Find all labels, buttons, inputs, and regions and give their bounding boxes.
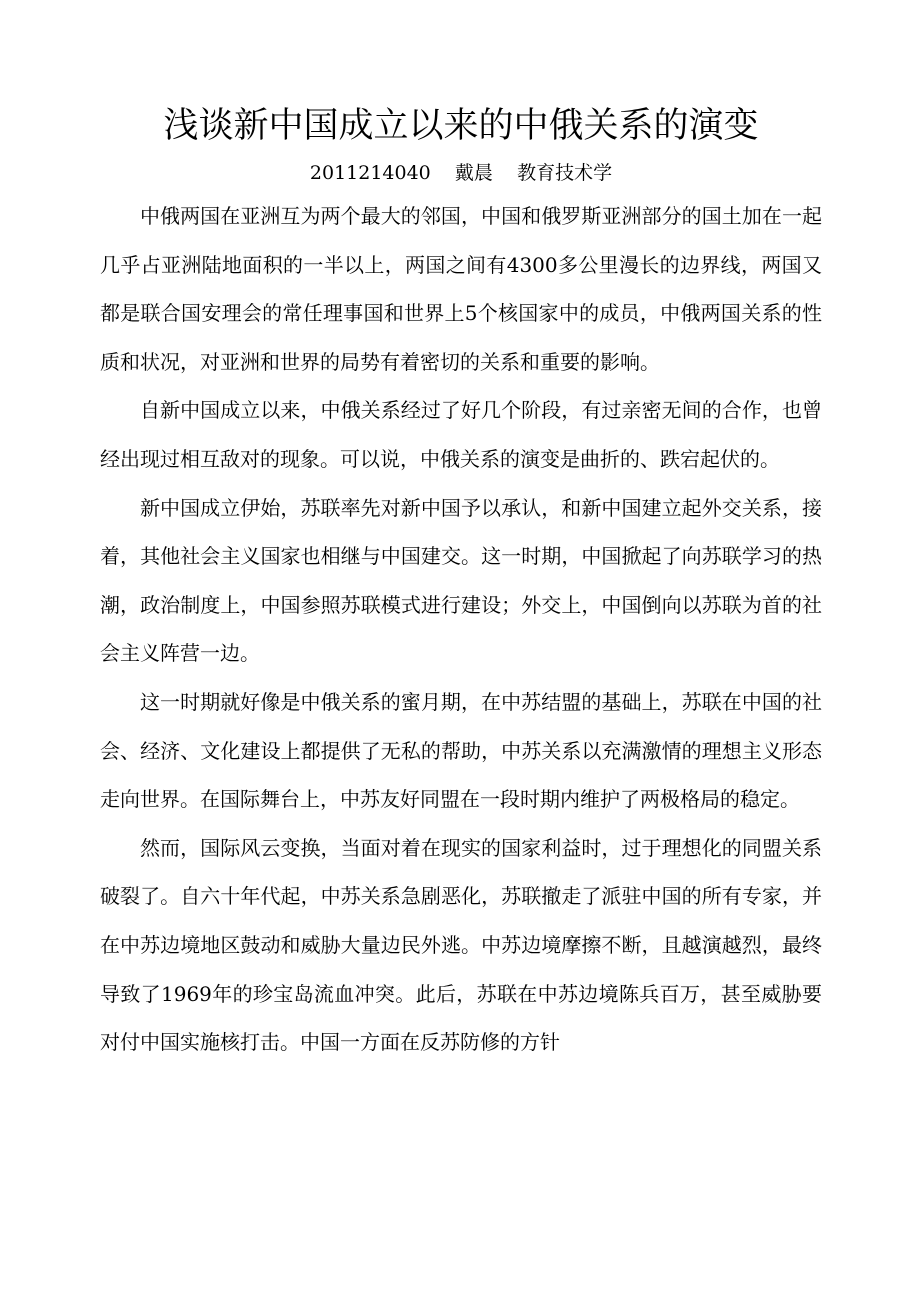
author-byline: 2011214040 戴晨 教育技术学 [309,162,613,184]
document-title: 浅谈新中国成立以来的中俄关系的演变 [163,106,759,146]
paragraph: 自新中国成立以来，中俄关系经过了好几个阶段，有过亲密无间的合作，也曾经出现过相互敌对的现象。可以说，中俄关系的演变是曲折的、跌宕起伏的。 [100,398,822,471]
paragraph: 然而，国际风云变换，当面对着在现实的国家利益时，过于理想化的同盟关系破裂了。自六十年代起，中苏关系急剧恶化，苏联撤走了派驻中国的所有专家，并在中苏边境地区鼓动和威胁大量边民外逃。中苏边境摩擦不断，且越演越烈，最终导致了1969年的珍宝岛流血冲突。此后，苏联在中苏边境陈兵百万，甚至威胁要对付中国实施核打击。中国一方面在反苏防修的方针 [100,835,822,1055]
paragraph: 中俄两国在亚洲互为两个最大的邻国，中国和俄罗斯亚洲部分的国土加在一起几乎占亚洲陆地面积的一半以上，两国之间有4300多公里漫长的边界线，两国又都是联合国安理会的常任理事国和世界上5个核国家中的成员，中俄两国关系的性质和状况，对亚洲和世界的局势有着密切的关系和重要的影响。 [100,204,822,374]
paragraph: 这一时期就好像是中俄关系的蜜月期，在中苏结盟的基础上，苏联在中国的社会、经济、文化建设上都提供了无私的帮助，中苏关系以充满激情的理想主义形态走向世界。在国际舞台上，中苏友好同盟在一段时期内维护了两极格局的稳定。 [100,689,822,812]
document-page [100,96,822,1067]
paragraph: 新中国成立伊始，苏联率先对新中国予以承认，和新中国建立起外交关系，接着，其他社会主义国家也相继与中国建交。这一时期，中国掀起了向苏联学习的热潮，政治制度上，中国参照苏联模式进行建设；外交上，中国倒向以苏联为首的社会主义阵营一边。 [100,495,822,666]
